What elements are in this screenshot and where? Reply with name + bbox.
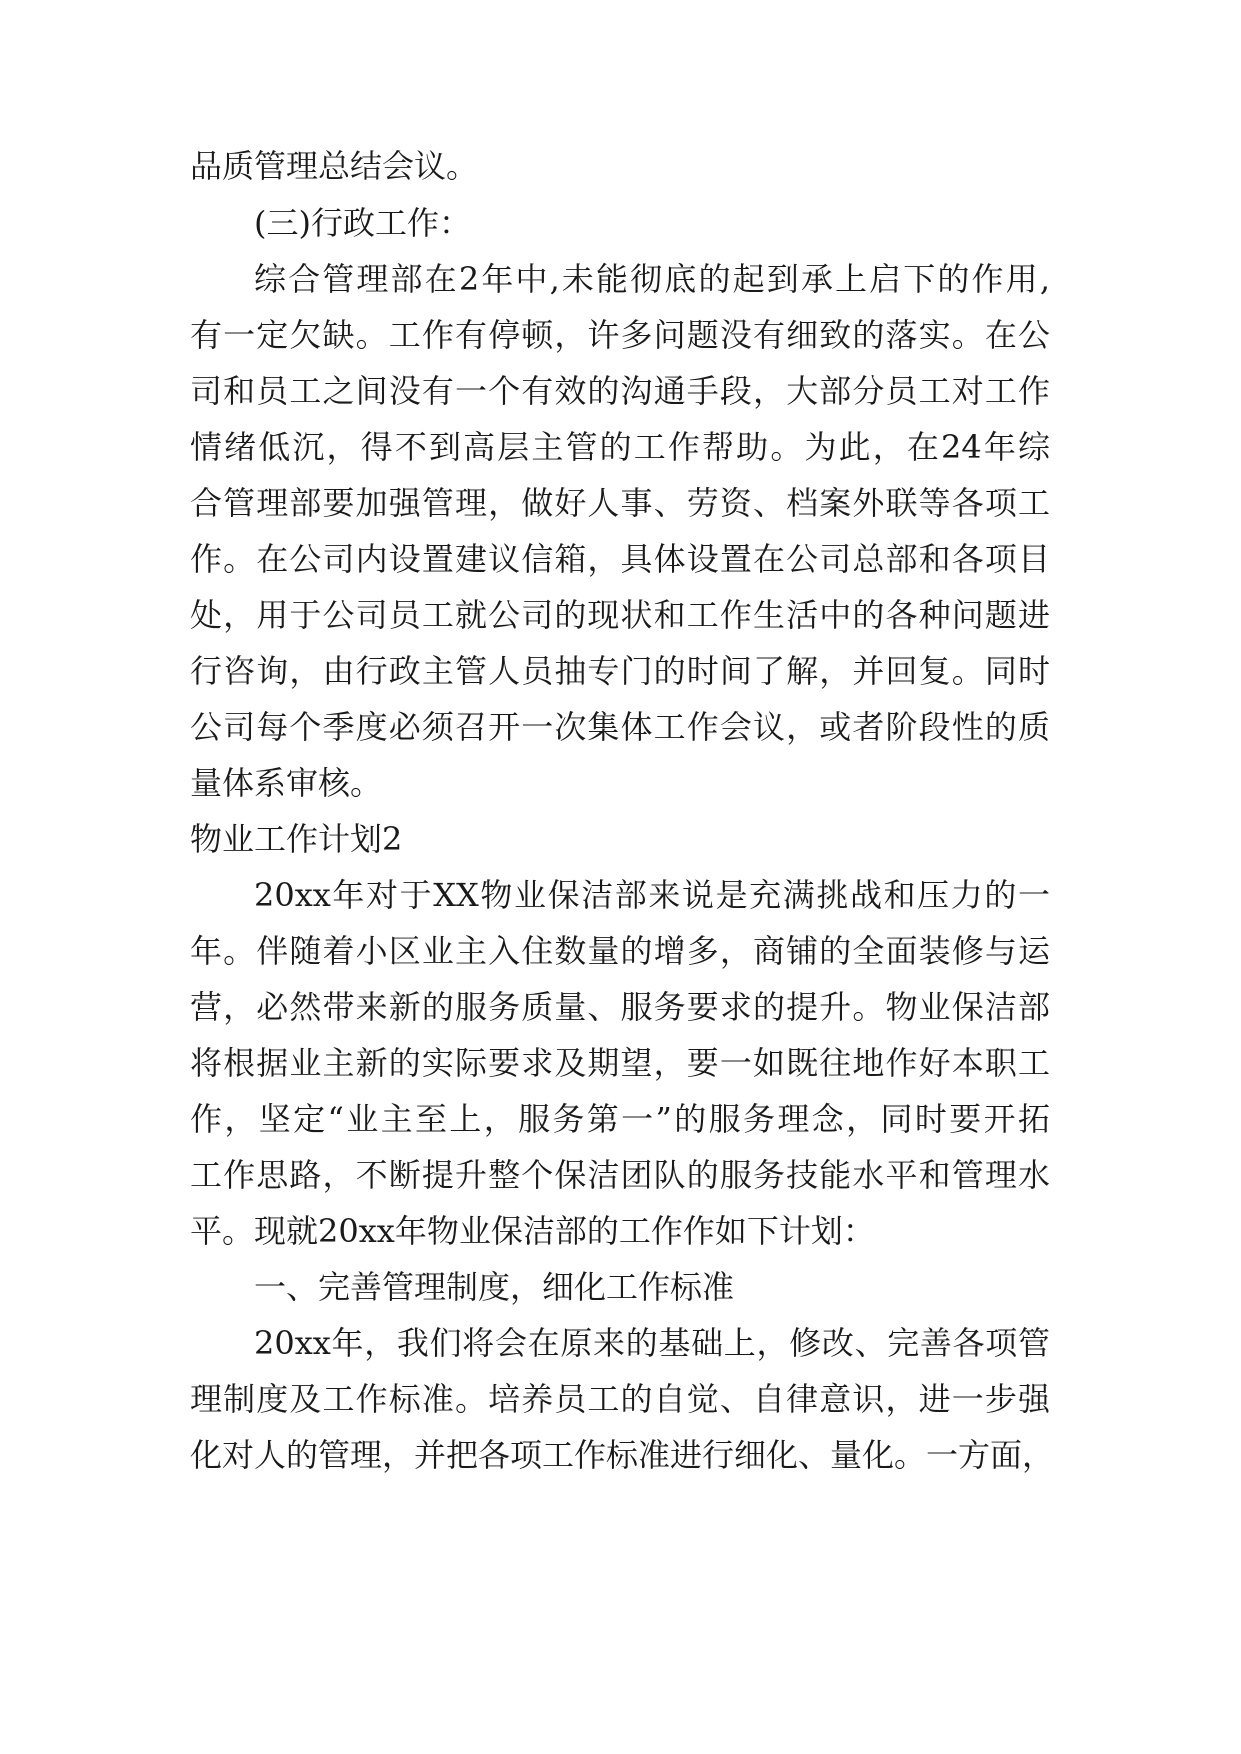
text-line: 处，用于公司员工就公司的现状和工作生活中的各种问题进: [190, 596, 1050, 634]
text-line: 司和员工之间没有一个有效的沟通手段，大部分员工对工作: [190, 372, 1050, 410]
text-line: 20xx年，我们将会在原来的基础上，修改、完善各项管: [254, 1324, 1050, 1362]
text-line: 20xx年对于XX物业保洁部来说是充满挑战和压力的一: [254, 876, 1050, 914]
section-heading: 一、完善管理制度，细化工作标准: [254, 1268, 735, 1306]
text-line: 行咨询，由行政主管人员抽专门的时间了解，并回复。同时: [190, 652, 1050, 690]
text-line: 年。伴随着小区业主入住数量的增多，商铺的全面装修与运: [190, 932, 1050, 970]
text-line: 作，坚定“业主至上，服务第一”的服务理念，同时要开拓: [190, 1100, 1050, 1138]
text-line: 作。在公司内设置建议信箱，具体设置在公司总部和各项目: [190, 540, 1050, 578]
text-line: 量体系审核。: [190, 764, 383, 802]
text-line: 合管理部要加强管理，做好人事、劳资、档案外联等各项工: [190, 484, 1050, 522]
text-line: 理制度及工作标准。培养员工的自觉、自律意识，进一步强: [190, 1380, 1050, 1418]
text-line: 平。现就20xx年物业保洁部的工作作如下计划：: [190, 1212, 875, 1250]
document-title: 物业工作计划2: [190, 820, 403, 858]
text-line: 品质管理总结会议。: [190, 147, 479, 185]
text-line: 综合管理部在2年中,未能彻底的起到承上启下的作用,: [254, 260, 1050, 298]
text-line: 有一定欠缺。工作有停顿，许多问题没有细致的落实。在公: [190, 316, 1050, 354]
section-heading: (三)行政工作：: [254, 204, 471, 242]
text-line: 情绪低沉，得不到高层主管的工作帮助。为此，在24年综: [190, 428, 1050, 466]
text-line: 化对人的管理，并把各项工作标准进行细化、量化。一方面，: [190, 1436, 1055, 1474]
text-line: 将根据业主新的实际要求及期望，要一如既往地作好本职工: [190, 1044, 1050, 1082]
text-line: 营，必然带来新的服务质量、服务要求的提升。物业保洁部: [190, 988, 1050, 1026]
text-line: 公司每个季度必须召开一次集体工作会议，或者阶段性的质: [190, 708, 1050, 746]
text-line: 工作思路，不断提升整个保洁团队的服务技能水平和管理水: [190, 1156, 1050, 1194]
